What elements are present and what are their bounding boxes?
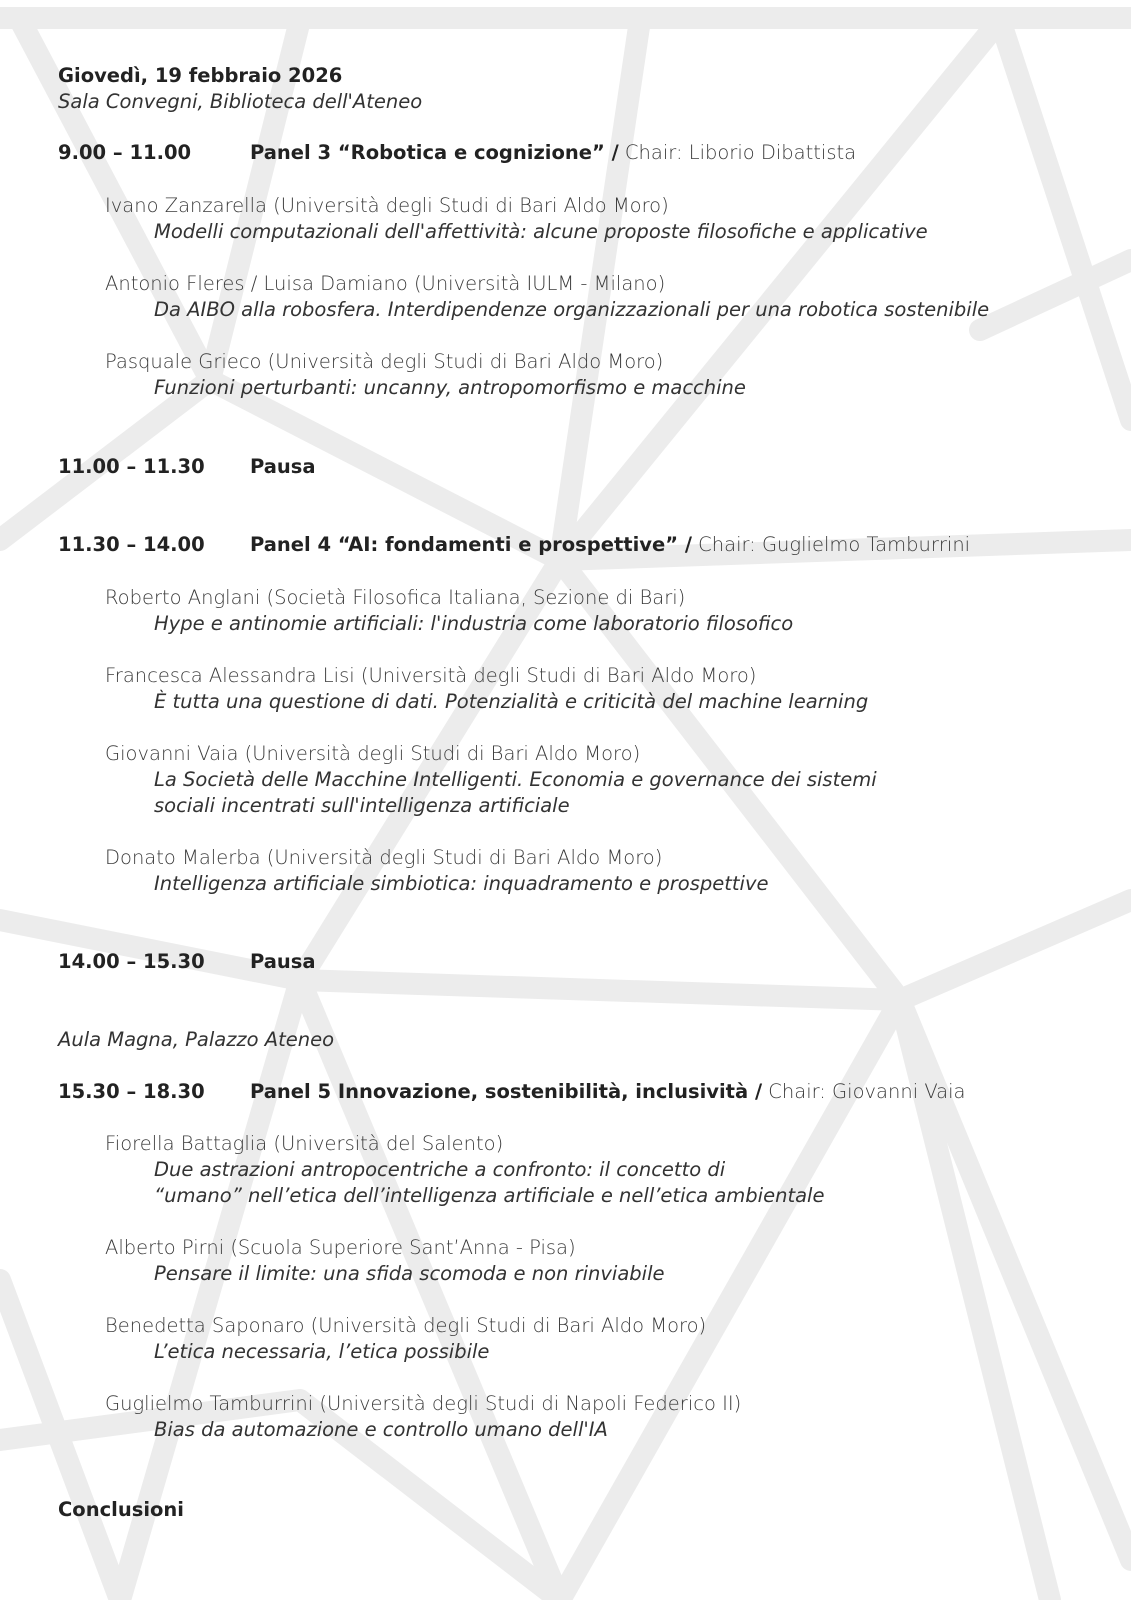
break1-heading xyxy=(250,454,316,480)
speaker: Roberto Anglani (Società Filosofica Italiana, Sezione di Bari) xyxy=(105,586,686,609)
talk-title: Intelligenza artificiale simbiotica: inquadramento e prospettive xyxy=(154,872,769,895)
panel5-heading xyxy=(250,1079,966,1105)
panel5-title: Panel 5 Innovazione, sostenibilità, inclusività / xyxy=(250,1080,763,1103)
panel3-title: Panel 3 “Robotica e cognizione” / xyxy=(250,141,619,164)
speaker: Ivano Zanzarella (Università degli Studi di Bari Aldo Moro) xyxy=(105,194,669,217)
talk-title: Due astrazioni antropocentriche a confronto: il concetto di xyxy=(154,1158,726,1181)
speaker: Donato Malerba (Università degli Studi di Bari Aldo Moro) xyxy=(105,846,663,869)
talk-title: L’etica necessaria, l’etica possibile xyxy=(154,1340,490,1363)
speaker: Guglielmo Tamburrini (Università degli Studi di Napoli Federico II) xyxy=(105,1392,742,1415)
break1-label: Pausa xyxy=(250,455,316,478)
panel4-chair: Chair: Guglielmo Tamburrini xyxy=(691,533,971,556)
talk-title-continued: “umano” nell’etica dell’intelligenza artificiale e nell’etica ambientale xyxy=(154,1184,825,1207)
venue2: Aula Magna, Palazzo Ateneo xyxy=(58,1028,335,1051)
panel3-time: 9.00 – 11.00 xyxy=(58,141,192,164)
panel4-heading xyxy=(250,532,970,558)
panel5-chair: Chair: Giovanni Vaia xyxy=(762,1080,966,1103)
talk-title: Pensare il limite: una sfida scomoda e non rinviabile xyxy=(154,1262,665,1285)
speaker: Alberto Pirni (Scuola Superiore Sant’Anna - Pisa) xyxy=(105,1236,576,1259)
talk-title: Da AIBO alla robosfera. Interdipendenze organizzazionali per una robotica sostenibile xyxy=(154,298,990,321)
speaker: Antonio Fleres / Luisa Damiano (Università IULM - Milano) xyxy=(105,272,666,295)
speaker: Pasquale Grieco (Università degli Studi di Bari Aldo Moro) xyxy=(105,350,664,373)
break2-heading xyxy=(250,949,316,975)
talk-title: Funzioni perturbanti: uncanny, antropomorfismo e macchine xyxy=(154,376,746,399)
panel4-time: 11.30 – 14.00 xyxy=(58,533,205,556)
break2-label: Pausa xyxy=(250,950,316,973)
talk-title: Bias da automazione e controllo umano dell'IA xyxy=(154,1418,608,1441)
talk-title-continued: sociali incentrati sull'intelligenza artificiale xyxy=(154,794,570,817)
day-date: Giovedì, 19 febbraio 2026 xyxy=(58,64,343,87)
speaker: Giovanni Vaia (Università degli Studi di Bari Aldo Moro) xyxy=(105,742,641,765)
panel3-heading xyxy=(250,140,856,166)
conclusion: Conclusioni xyxy=(58,1498,184,1521)
speaker: Fiorella Battaglia (Università del Salento) xyxy=(105,1132,504,1155)
break1-time: 11.00 – 11.30 xyxy=(58,455,205,478)
talk-title: È tutta una questione di dati. Potenzialità e criticità del machine learning xyxy=(154,690,869,713)
speaker: Francesca Alessandra Lisi (Università degli Studi di Bari Aldo Moro) xyxy=(105,664,757,687)
day-venue: Sala Convegni, Biblioteca dell'Ateneo xyxy=(58,90,423,113)
panel4-title: Panel 4 “AI: fondamenti e prospettive” / xyxy=(250,533,692,556)
speaker: Benedetta Saponaro (Università degli Studi di Bari Aldo Moro) xyxy=(105,1314,707,1337)
panel5-time: 15.30 – 18.30 xyxy=(58,1080,205,1103)
talk-title: Modelli computazionali dell'affettività: alcune proposte filosofiche e applicative xyxy=(154,220,928,243)
talk-title: Hype e antinomie artificiali: l'industria come laboratorio filosofico xyxy=(154,612,794,635)
panel3-chair: Chair: Liborio Dibattista xyxy=(618,141,857,164)
break2-time: 14.00 – 15.30 xyxy=(58,950,205,973)
talk-title: La Società delle Macchine Intelligenti. Economia e governance dei sistemi xyxy=(154,768,877,791)
